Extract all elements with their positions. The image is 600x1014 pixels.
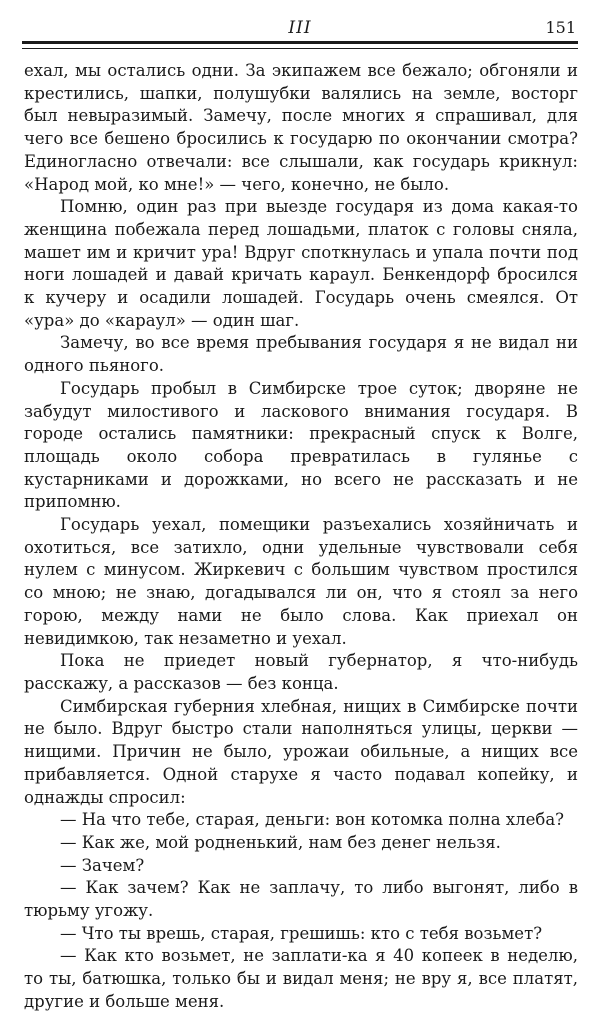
dialogue-line: — Как кто возьмет, не заплати-ка я 40 копеек в неделю, то ты, батюшка, только бы и видал меня; не вру я, все платят, другие и больше меня. bbox=[24, 946, 578, 1011]
dialogue-line: — Зачем? bbox=[60, 855, 145, 875]
dialogue-line: — На что тебе, старая, деньги: вон котомка полна хлеба? bbox=[60, 810, 565, 830]
page-number: 151 bbox=[545, 18, 576, 37]
paragraph: Пока не приедет новый губернатор, я что-нибудь расскажу, а рассказов — без конца. bbox=[24, 651, 578, 693]
chapter-title: III bbox=[288, 18, 312, 38]
paragraph: Симбирская губерния хлебная, нищих в Симбирске почти не было. Вдруг быстро стали наполняться улицы, церкви — нищими. Причин не было, урожаи обильные, а нищих все прибавляется. Одной старухе я часто подавал копейку, и однажды спросил: bbox=[24, 696, 578, 807]
header-rule-thick bbox=[22, 41, 578, 44]
body-text bbox=[24, 60, 578, 1014]
header-rule-thin bbox=[22, 48, 578, 49]
paragraph: Государь уехал, помещики разъехались хозяйничать и охотиться, все затихло, одни удельные чувствовали себя нулем с минусом. Жиркевич с большим чувством простился со мною; не знаю, догадывался ли он, что я стоял за него горою, между нами не было слова. Как приехал он невидимкою, так незаметно и уехал. bbox=[24, 515, 578, 648]
dialogue-line: — Как зачем? Как не заплачу, то либо выгонят, либо в тюрьму угожу. bbox=[24, 878, 578, 921]
paragraph: Помню, один раз при выезде государя из дома какая-то женщина побежала перед лошадьми, платок с головы сняла, машет им и кричит ура! Вдруг споткнулась и упала почти под ноги лошадей и давай кричать караул. Бенкендорф бросился к кучеру и осадили лошадей. Государь очень смеялся. От «ура» до «караул» — один шаг. bbox=[24, 197, 578, 330]
paragraph: Замечу, во все время пребывания государя я не видал ни одного пьяного. bbox=[24, 333, 578, 376]
dialogue-line: — Как же, мой родненький, нам без денег нельзя. bbox=[60, 832, 501, 852]
dialogue-line: — Что ты врешь, старая, грешишь: кто с тебя возьмет? bbox=[60, 923, 543, 943]
paragraph-continued: ехал, мы остались одни. За экипажем все бежало; обгоняли и крестились, шапки, полушубки валялись на земле, восторг был невыразимый. Замечу, после многих я спрашивал, для чего все бешено бросились к государю по окончании смотра? Единогласно отвечали: все слышали, как государь крикнул: «Народ мой, ко мне!» — чего, конечно, не было. bbox=[24, 61, 578, 194]
running-header bbox=[22, 14, 578, 40]
paragraph: Государь пробыл в Симбирске трое суток; дворяне не забудут милостивого и ласкового внимания государя. В городе остались памятники: прекрасный спуск к Волге, площадь около собора превратилась в гулянье с кустарниками и дорожками, но всего не рассказать и не припомню. bbox=[24, 378, 578, 512]
